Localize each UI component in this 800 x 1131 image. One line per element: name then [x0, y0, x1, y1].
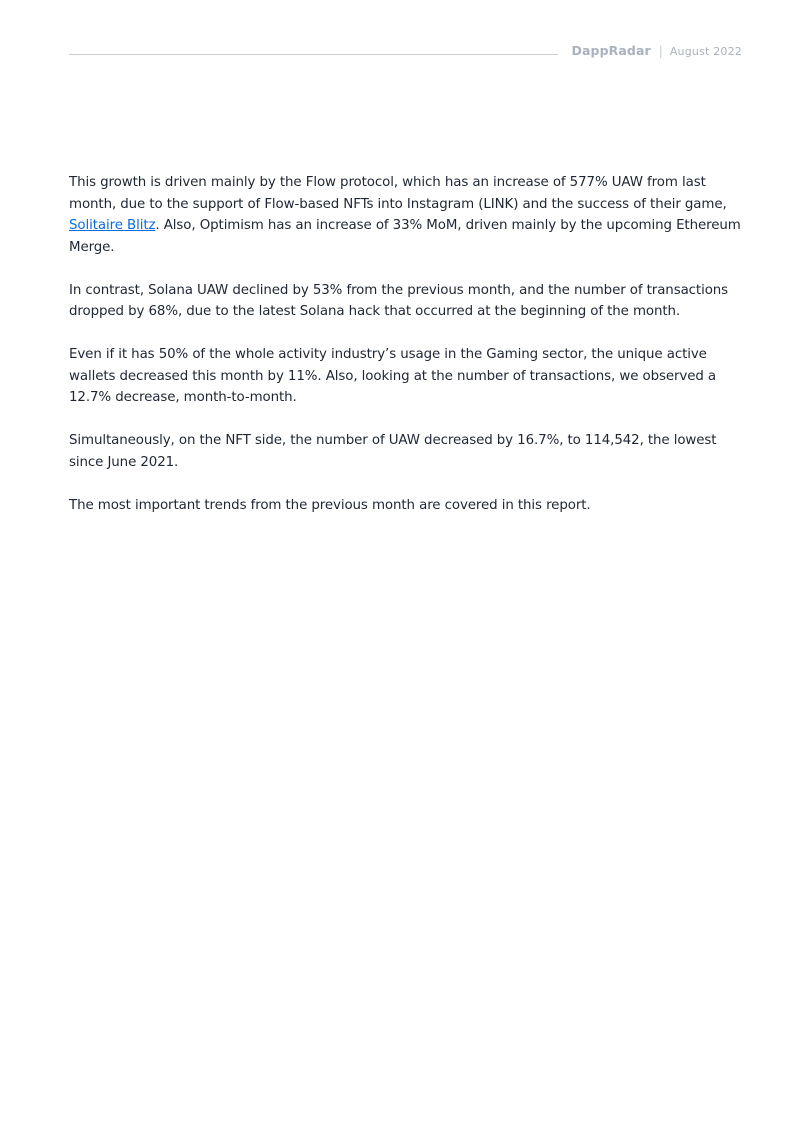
- solitaire-blitz-link[interactable]: Solitaire Blitz: [69, 218, 156, 233]
- brand-name: DappRadar: [571, 43, 651, 58]
- paragraph-solana-decline: In contrast, Solana UAW declined by 53% from the previous month, and the number of transactions dropped by 68%, due to the latest Solana hack that occurred at the beginning of the month.: [69, 282, 729, 319]
- paragraph-report-trends: The most important trends from the previous month are covered in this report.: [69, 497, 591, 513]
- report-body: [69, 172, 747, 538]
- paragraph-gaming-sector: Even if it has 50% of the whole activity industry’s usage in the Gaming sector, the unique active wallets decreased this month by 11%. Also, looking at the number of transactions, we observed a 12.7% decrease, month-to-month.: [69, 347, 717, 405]
- header-divider: [69, 54, 558, 55]
- paragraph-flow-growth: [69, 172, 747, 258]
- paragraph-text: . Also, Optimism has an increase of 33% MoM, driven mainly by the upcoming Ethereum Merge.: [69, 218, 741, 255]
- paragraph-text: This growth is driven mainly by the Flow protocol, which has an increase of 577% UAW from last month, due to the support of Flow-based NFTs into Instagram (LINK) and the success of their game,: [69, 175, 727, 212]
- page-header: [572, 43, 742, 58]
- report-date: August 2022: [669, 45, 742, 58]
- header-separator: |: [658, 44, 663, 58]
- paragraph-nft-side: Simultaneously, on the NFT side, the number of UAW decreased by 16.7%, to 114,542, the lowest since June 2021.: [69, 433, 717, 470]
